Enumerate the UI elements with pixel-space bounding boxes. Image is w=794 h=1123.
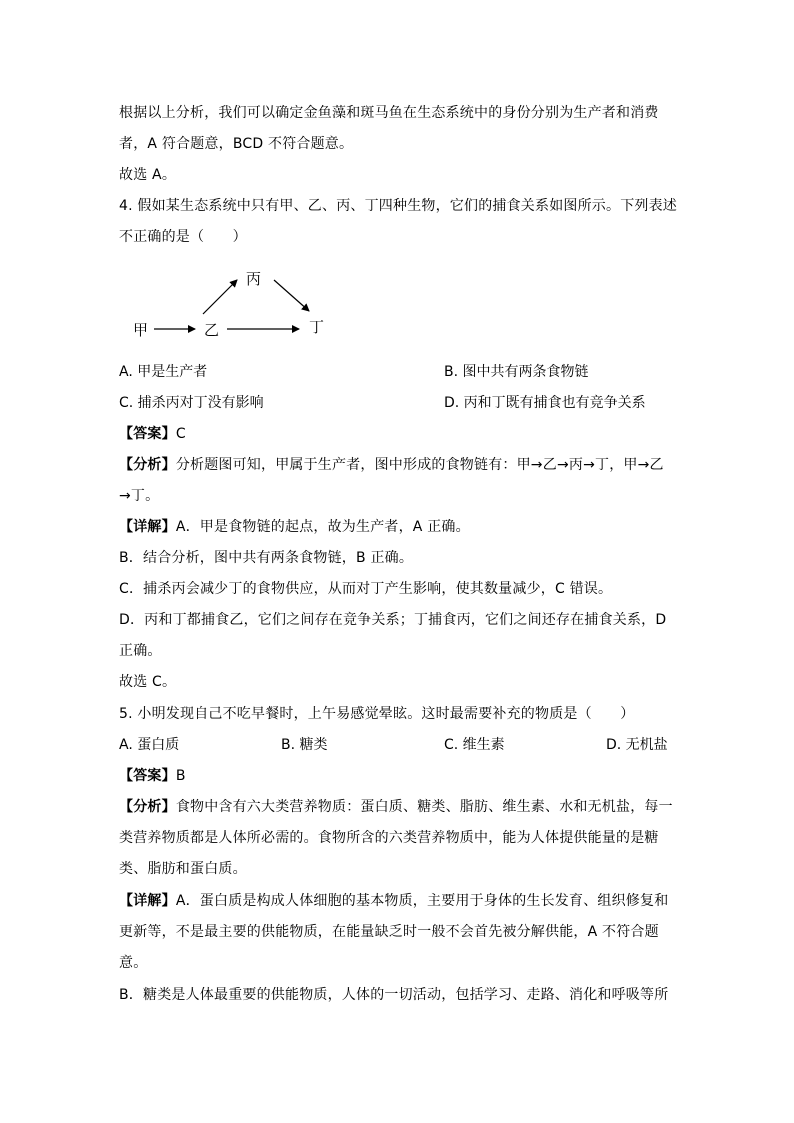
node-ding: 丁 — [309, 318, 325, 336]
q4-option-a: A. 甲是生产者 — [119, 364, 208, 380]
q5-option-a: A. 蛋白质 — [119, 737, 180, 753]
q5-analysis-line-1 — [119, 798, 673, 816]
q5-detail-line-4: B．糖类是人体最重要的供能物质，人体的一切活动，包括学习、走路、消化和呼吸等所 — [119, 987, 669, 1003]
q4-analysis-tag: 【分析】 — [119, 457, 176, 473]
node-yi: 乙 — [204, 321, 220, 339]
food-web-svg — [119, 262, 359, 352]
q5-answer — [119, 767, 186, 785]
q4-detail-line-1 — [119, 518, 470, 536]
q5-analysis-line-3: 类、脂肪和蛋白质。 — [119, 861, 247, 877]
q4-option-d: D. 丙和丁既有捕食也有竞争关系 — [444, 395, 646, 411]
q4-analysis-text-1: 分析题图可知，甲属于生产者，图中形成的食物链有：甲→乙→丙→丁，甲→乙 — [175, 457, 664, 473]
q4-option-b: B. 图中共有两条食物链 — [444, 364, 589, 380]
arrow-bing-to-ding — [274, 280, 309, 311]
q4-detail-line-3: C．捕杀丙会减少丁的食物供应，从而对丁产生影响，使其数量减少，C 错误。 — [119, 581, 613, 597]
q5-option-c: C. 维生素 — [444, 737, 505, 753]
node-bing: 丙 — [246, 270, 262, 288]
q5-analysis-text-1: 食物中含有六大类营养物质：蛋白质、糖类、脂肪、维生素、水和无机盐，每一 — [175, 799, 673, 815]
q4-analysis-line-1 — [119, 456, 664, 474]
prev-text-line-1: 根据以上分析，我们可以确定金鱼藻和斑马鱼在生态系统中的身份分别为生产者和消费 — [119, 105, 659, 121]
q5-answer-tag: 【答案】 — [119, 768, 176, 784]
q4-answer-value: C — [175, 426, 186, 442]
q4-detail-line-2: B．结合分析，图中共有两条食物链，B 正确。 — [119, 550, 414, 566]
q4-detail-line-5: 正确。 — [119, 643, 162, 659]
q5-detail-line-3: 意。 — [119, 955, 148, 971]
q4-option-c: C. 捕杀丙对丁没有影响 — [119, 395, 264, 411]
q5-detail-line-1 — [119, 892, 668, 910]
q5-option-d: D. 无机盐 — [606, 737, 668, 753]
q4-stem-line-1: 4. 假如某生态系统中只有甲、乙、丙、丁四种生物，它们的捕食关系如图所示。下列表述 — [119, 198, 678, 214]
q5-stem: 5. 小明发现自己不吃早餐时，上午易感觉晕眩。这时最需要补充的物质是（ ） — [119, 706, 635, 722]
q4-answer — [119, 425, 186, 443]
q5-answer-value: B — [175, 768, 186, 784]
q4-stem-line-2: 不正确的是（ ） — [119, 229, 247, 245]
q4-conclusion: 故选 C。 — [119, 674, 177, 690]
q5-detail-tag: 【详解】 — [119, 893, 176, 909]
arrow-yi-to-bing — [203, 280, 237, 314]
q4-detail-tag: 【详解】 — [119, 519, 176, 535]
q5-detail-text-1: A．蛋白质是构成人体细胞的基本物质，主要用于身体的生长发育、组织修复和 — [175, 893, 669, 909]
q4-answer-tag: 【答案】 — [119, 426, 176, 442]
prev-text-line-2: 者，A 符合题意，BCD 不符合题意。 — [119, 136, 354, 152]
q4-detail-text-1: A．甲是食物链的起点，故为生产者，A 正确。 — [175, 519, 470, 535]
q4-detail-line-4: D．丙和丁都捕食乙，它们之间存在竞争关系；丁捕食丙，它们之间还存在捕食关系，D — [119, 612, 667, 628]
q5-analysis-tag: 【分析】 — [119, 799, 176, 815]
q5-option-b: B. 糖类 — [281, 737, 328, 753]
node-jia: 甲 — [133, 321, 149, 339]
q4-analysis-line-2: →丁。 — [119, 488, 160, 504]
prev-conclusion: 故选 A。 — [119, 167, 177, 183]
q5-analysis-line-2: 类营养物质都是人体所必需的。食物所含的六类营养物质中，能为人体提供能量的是糖 — [119, 830, 659, 846]
q5-detail-line-2: 更新等，不是最主要的供能物质，在能量缺乏时一般不会首先被分解供能，A 不符合题 — [119, 924, 659, 940]
food-web-diagram — [119, 262, 359, 352]
